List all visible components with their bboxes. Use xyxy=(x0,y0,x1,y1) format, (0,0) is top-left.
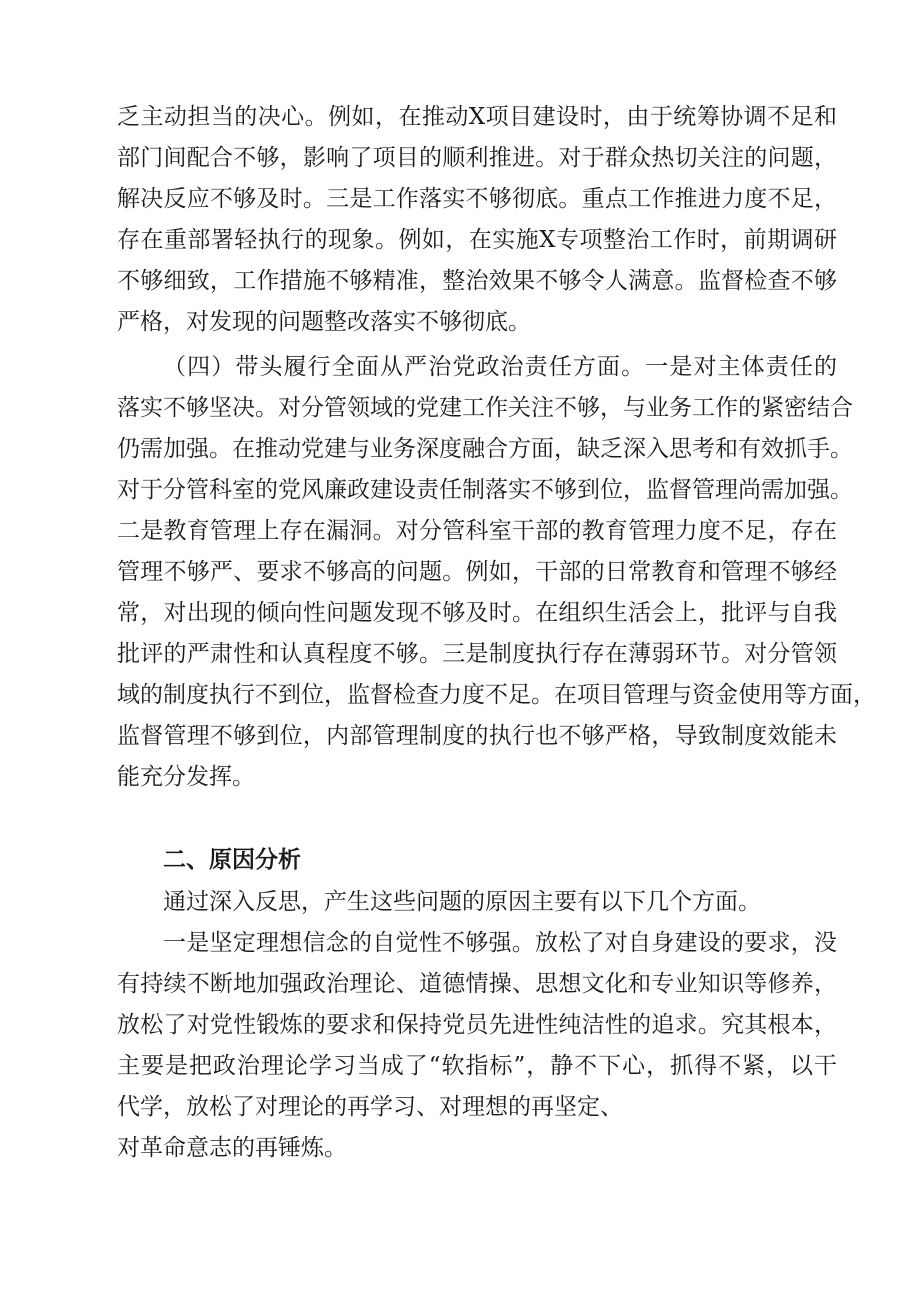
paragraph-line: 落实不够坚决。对分管领域的党建工作关注不够，与业务工作的紧密结合 xyxy=(117,395,853,421)
paragraph-line: 监督管理不够到位，内部管理制度的执行也不够严格，导致制度效能未 xyxy=(117,723,837,749)
paragraph-line: 批评的严肃性和认真程度不够。三是制度执行存在薄弱环节。对分管领 xyxy=(117,641,837,667)
paragraph-line: 不够细致，工作措施不够精准，整治效果不够令人满意。监督检查不够 xyxy=(117,268,837,294)
section-heading: 二、原因分析 xyxy=(163,847,301,873)
paragraph-line: 有持续不断地加强政治理论、道德情操、思想文化和专业知识等修养， xyxy=(117,971,837,997)
paragraph-line: 管理不够严、要求不够高的问题。例如，干部的日常教育和管理不够经 xyxy=(117,559,837,585)
paragraph-line: 常，对出现的倾向性问题发现不够及时。在组织生活会上，批评与自我 xyxy=(117,600,837,626)
paragraph-line: 解决反应不够及时。三是工作落实不够彻底。重点工作推进力度不足， xyxy=(117,186,837,212)
paragraph-line: 能充分发挥。 xyxy=(117,764,255,790)
paragraph-line: 放松了对党性锻炼的要求和保持党员先进性纯洁性的追求。究其根本， xyxy=(117,1012,837,1038)
paragraph-line: 主要是把政治理论学习当成了“软指标”，静不下心，抓得不紧，以干 xyxy=(117,1053,837,1079)
paragraph-first-line: 一是坚定理想信念的自觉性不够强。放松了对自身建设的要求，没 xyxy=(163,930,837,956)
paragraph-line: 仍需加强。在推动党建与业务深度融合方面，缺乏深入思考和有效抓手。 xyxy=(117,436,853,462)
paragraph-first-line: 通过深入反思，产生这些问题的原因主要有以下几个方面。 xyxy=(163,889,761,915)
paragraph-line: 代学，放松了对理论的再学习、对理想的再坚定、 xyxy=(117,1094,623,1120)
paragraph-first-line: （四）带头履行全面从严治党政治责任方面。一是对主体责任的 xyxy=(163,354,837,380)
paragraph-line: 域的制度执行不到位，监督检查力度不足。在项目管理与资金使用等方面， xyxy=(117,682,876,708)
paragraph-line: 对革命意志的再锤炼。 xyxy=(117,1135,347,1161)
paragraph-line: 部门间配合不够，影响了项目的顺利推进。对于群众热切关注的问题， xyxy=(117,145,837,171)
paragraph-line: 乏主动担当的决心。例如，在推动X项目建设时，由于统筹协调不足和 xyxy=(117,104,837,130)
paragraph-line: 二是教育管理上存在漏洞。对分管科室干部的教育管理力度不足，存在 xyxy=(117,518,837,544)
paragraph-line: 存在重部署轻执行的现象。例如，在实施X专项整治工作时，前期调研 xyxy=(117,227,837,253)
paragraph-line: 严格，对发现的问题整改落实不够彻底。 xyxy=(117,309,531,335)
paragraph-line: 对于分管科室的党风廉政建设责任制落实不够到位，监督管理尚需加强。 xyxy=(117,477,853,503)
